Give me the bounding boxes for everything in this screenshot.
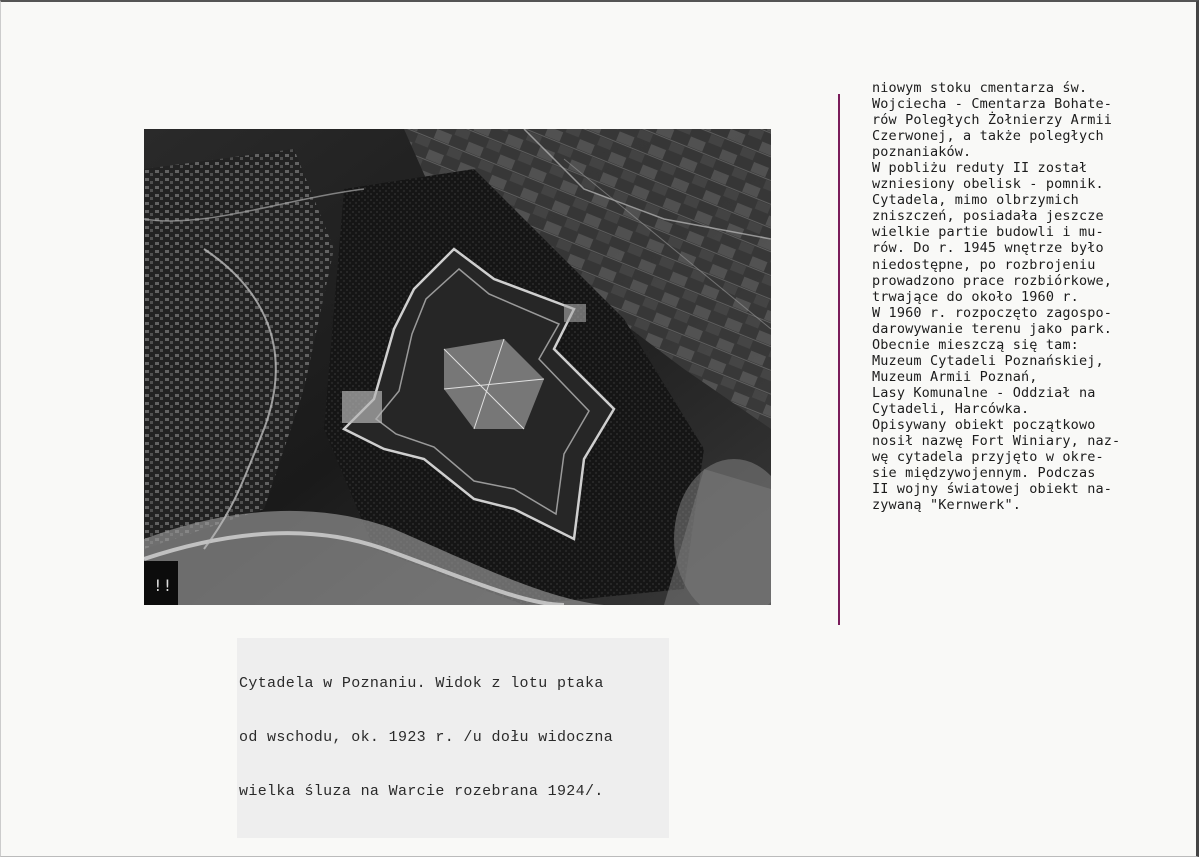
body-line: Cytadeli, Harcówka. xyxy=(872,400,1030,417)
body-line: prowadzono prace rozbiórkowe, xyxy=(872,272,1113,289)
body-line: W 1960 r. rozpoczęto zagospo- xyxy=(872,304,1113,321)
caption-line: wielka śluza na Warcie rozebrana 1924/. xyxy=(239,783,604,800)
body-line: zywaną "Kernwerk". xyxy=(872,497,1021,514)
body-line: zniszczeń, posiadała jeszcze xyxy=(872,208,1104,225)
body-line: Czerwonej, a także poległych xyxy=(872,128,1104,145)
body-line: trwające do około 1960 r. xyxy=(872,288,1079,305)
photo-corner-marker: !! xyxy=(153,576,173,595)
body-line: niowym stoku cmentarza św. xyxy=(872,80,1088,96)
margin-divider-line xyxy=(838,94,840,625)
body-line: Opisywany obiekt początkowo xyxy=(872,416,1096,433)
body-line: nosił nazwę Fort Winiary, naz- xyxy=(872,433,1121,450)
body-line: wzniesiony obelisk - pomnik. xyxy=(872,176,1104,193)
body-line: Lasy Komunalne - Oddział na xyxy=(872,384,1096,401)
body-line: wę cytadela przyjęto w okre- xyxy=(872,449,1104,466)
body-line: rów. Do r. 1945 wnętrze było xyxy=(872,240,1104,257)
body-line: darowywanie terenu jako park. xyxy=(872,320,1113,337)
photo-caption xyxy=(237,638,669,838)
body-line: sie międzywojennym. Podczas xyxy=(872,465,1096,482)
body-line: Wojciecha - Cmentarza Bohate- xyxy=(872,96,1113,113)
body-line: niedostępne, po rozbrojeniu xyxy=(872,256,1096,273)
body-line: wielkie partie budowli i mu- xyxy=(872,224,1104,241)
body-line: rów Poległych Żołnierzy Armii xyxy=(872,112,1113,129)
caption-line: od wschodu, ok. 1923 r. /u dołu widoczna xyxy=(239,729,614,746)
body-line: Muzeum Armii Poznań, xyxy=(872,368,1038,385)
aerial-photo xyxy=(144,129,771,605)
body-line: II wojny światowej obiekt na- xyxy=(872,481,1113,498)
body-line: Obecnie mieszczą się tam: xyxy=(872,336,1079,353)
body-line: poznaniaków. xyxy=(872,144,972,161)
body-line: Cytadela, mimo olbrzymich xyxy=(872,192,1079,209)
aerial-photo-icon xyxy=(144,129,771,605)
body-line: W pobliżu reduty II został xyxy=(872,160,1088,177)
body-line: Muzeum Cytadeli Poznańskiej, xyxy=(872,352,1104,369)
body-text-column xyxy=(872,80,1172,513)
caption-line: Cytadela w Poznaniu. Widok z lotu ptaka xyxy=(239,675,604,692)
